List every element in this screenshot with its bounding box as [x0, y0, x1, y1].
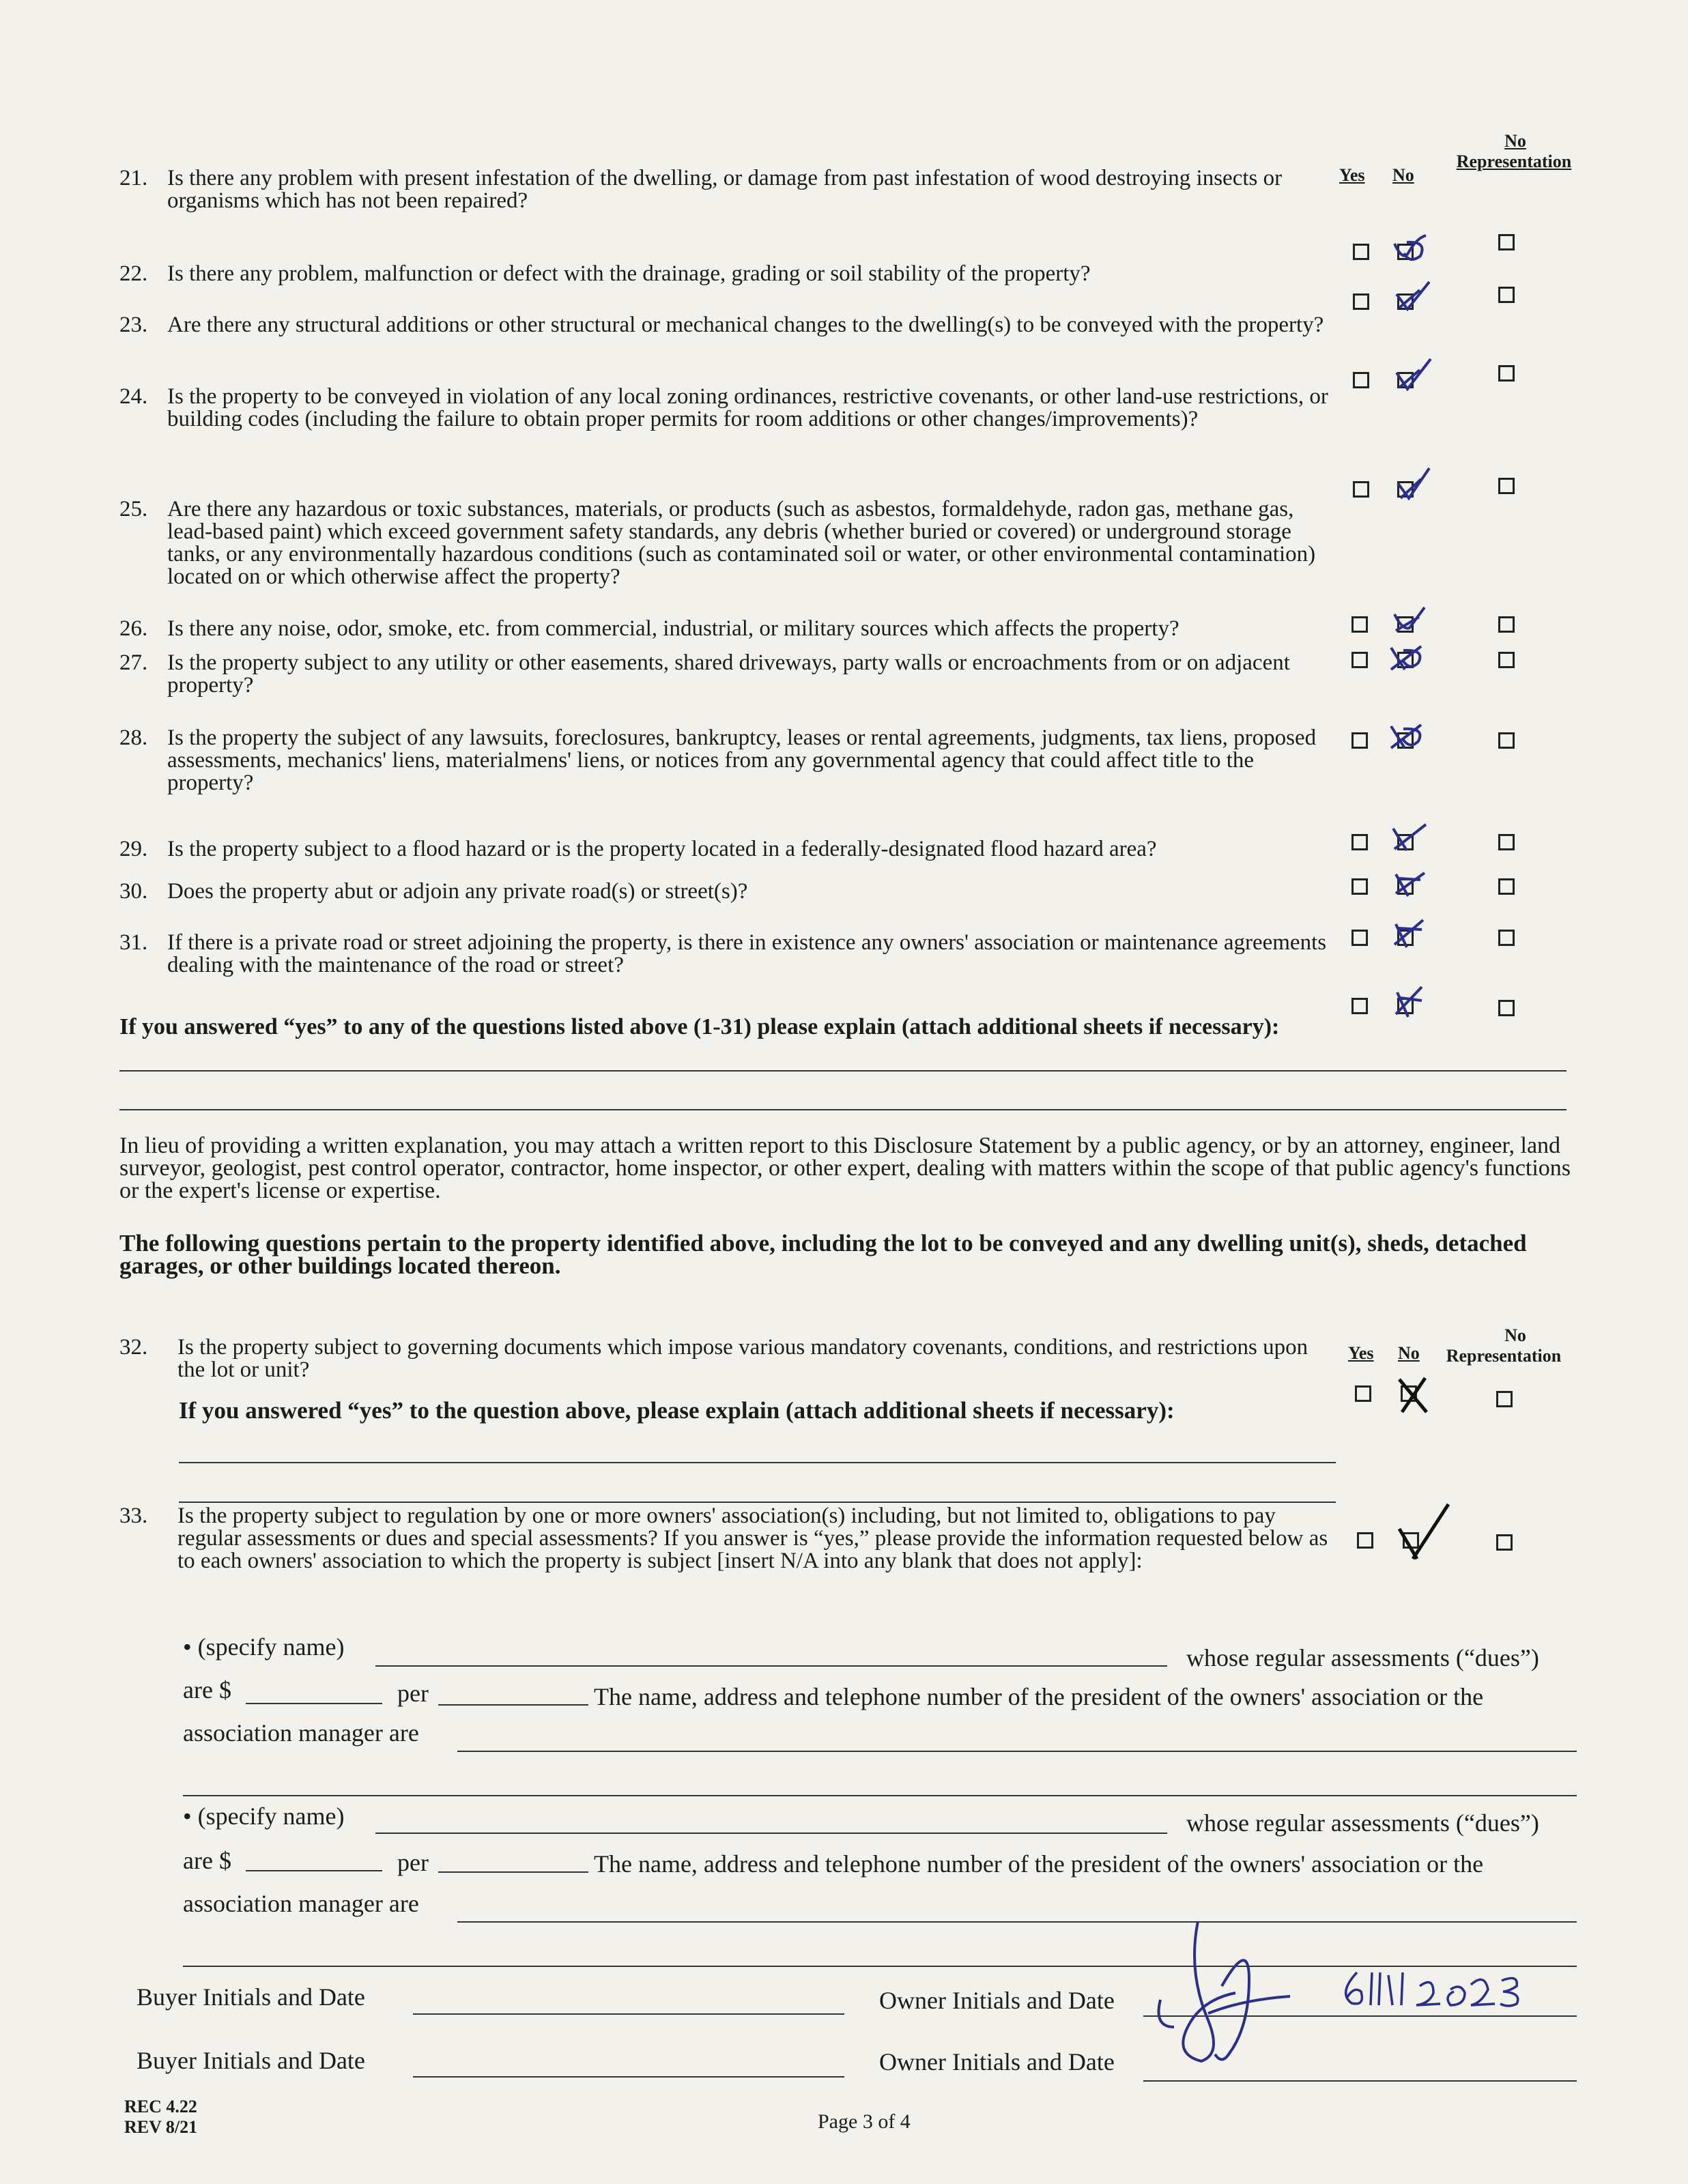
- assoc1-per-label: per: [397, 1680, 429, 1707]
- owner-initials-label-2: Owner Initials and Date: [879, 2048, 1115, 2075]
- question-text: Are there any structural additions or other structural or mechanical changes to the dwelling(s) to be conveyed with the property?: [167, 313, 1324, 337]
- assoc1-manager-label: association manager are: [183, 1719, 419, 1747]
- q24-no-check-mark: [1392, 464, 1433, 505]
- q26-no-check-mark: [1387, 638, 1428, 679]
- question-number: 21.: [119, 166, 148, 190]
- question-number: 26.: [119, 616, 148, 641]
- question-text: Is there any problem with present infestation of the dwelling, or damage from past infestation of wood destroying insects or organisms which has not been repaired?: [167, 166, 1283, 213]
- owner-initials-label-1: Owner Initials and Date: [879, 1987, 1115, 2014]
- q27-no-check-mark: [1387, 717, 1428, 758]
- question-number: 29.: [119, 837, 148, 861]
- q32-explain-line-2[interactable]: [179, 1502, 1336, 1503]
- q33-yes-checkbox[interactable]: [1357, 1532, 1373, 1549]
- owner-signature: [1147, 1918, 1297, 2068]
- question-text: Is there any noise, odor, smoke, etc. from commercial, industrial, or military sources which affects the property?: [167, 616, 1179, 641]
- question-number: 32.: [119, 1335, 148, 1360]
- question-number: 30.: [119, 879, 148, 904]
- question-25: [119, 498, 1334, 618]
- question-31: [119, 932, 1334, 986]
- q25-no-check-mark: [1389, 601, 1430, 642]
- q33-no-rep-checkbox[interactable]: [1496, 1534, 1513, 1551]
- q23-yes-checkbox[interactable]: [1353, 372, 1369, 388]
- q32-yes-checkbox[interactable]: [1355, 1385, 1371, 1402]
- question-32: [119, 1336, 1341, 1391]
- question-number: 22.: [119, 261, 148, 286]
- q27-no-rep-checkbox[interactable]: [1498, 732, 1515, 749]
- q29-yes-checkbox[interactable]: [1351, 878, 1368, 895]
- assoc1-name-address-label: The name, address and telephone number of the president of the owners' association or the: [594, 1683, 1484, 1710]
- explain-1-31-line-2[interactable]: [119, 1109, 1567, 1110]
- q23-no-check-mark: [1392, 355, 1433, 396]
- question-number: 28.: [119, 725, 148, 750]
- owner-initials-field-2[interactable]: [1143, 2080, 1577, 2082]
- q24-no-rep-checkbox[interactable]: [1498, 478, 1515, 494]
- q32-explain-instruction: If you answered “yes” to the question above, please explain (attach additional sheets if necessary):: [179, 1397, 1175, 1424]
- q32-no-representation-header-line1: No: [1504, 1325, 1526, 1345]
- page-number: Page 3 of 4: [818, 2110, 911, 2133]
- q26-no-rep-checkbox[interactable]: [1498, 652, 1515, 668]
- form-code: REC 4.22: [124, 2097, 197, 2116]
- assoc2-per-field[interactable]: [438, 1871, 588, 1873]
- q27-yes-checkbox[interactable]: [1351, 732, 1368, 749]
- q22-no-rep-checkbox[interactable]: [1498, 287, 1515, 303]
- q21-no-check-mark: [1389, 229, 1430, 270]
- assoc2-manager-field[interactable]: [457, 1921, 1577, 1923]
- question-number: 27.: [119, 650, 148, 675]
- q31-no-rep-checkbox[interactable]: [1498, 1000, 1515, 1016]
- question-number: 25.: [119, 497, 148, 521]
- question-number: 23.: [119, 313, 148, 337]
- question-28: [119, 727, 1334, 833]
- question-number: 33.: [119, 1504, 148, 1528]
- question-text: Is there any problem, malfunction or defect with the drainage, grading or soil stability of the property?: [167, 261, 1091, 286]
- q32-no-representation-header-line2: Representation: [1446, 1346, 1562, 1366]
- q29-no-check-mark: [1389, 863, 1430, 904]
- form-revision: REV 8/21: [124, 2117, 198, 2137]
- question-text: Is the property subject to regulation by one or more owners' association(s) including, but not limited to, obligations to pay regular assessments or dues and special assessments? If you answer is “yes,” please provide the information requested below as to each owners' association to which the property is subject [insert N/A into any blank that does not apply]:: [177, 1504, 1328, 1573]
- q30-no-rep-checkbox[interactable]: [1498, 930, 1515, 946]
- q32-yes-header: Yes: [1348, 1343, 1374, 1363]
- assoc2-specify-name-label: • (specify name): [183, 1802, 345, 1830]
- q23-no-rep-checkbox[interactable]: [1498, 365, 1515, 382]
- question-21: [119, 167, 1334, 256]
- explain-1-31-line-1[interactable]: [119, 1070, 1567, 1072]
- q32-no-header: No: [1398, 1343, 1420, 1363]
- q22-yes-checkbox[interactable]: [1353, 293, 1369, 310]
- in-lieu-paragraph: In lieu of providing a written explanation, you may attach a written report to this Disclosure Statement by a public agency, or by an attorney, engineer, land surveyor, geologist, pest control operator, contractor, home inspector, or other expert, dealing with matters within the scope of that public agency's functions or the expert's license or expertise.: [119, 1133, 1571, 1203]
- q28-no-check-mark: [1389, 818, 1430, 859]
- question-33: [119, 1505, 1341, 1614]
- owner-date-handwritten: [1338, 1966, 1536, 2013]
- q32-no-rep-checkbox[interactable]: [1496, 1391, 1513, 1407]
- buyer-initials-field-2[interactable]: [413, 2076, 844, 2078]
- question-23: [119, 314, 1334, 375]
- q25-no-rep-checkbox[interactable]: [1498, 616, 1515, 633]
- q33-no-x-mark: [1392, 1502, 1454, 1563]
- question-number: 31.: [119, 930, 148, 955]
- assoc1-name-field[interactable]: [375, 1665, 1167, 1667]
- question-text: Is the property subject to a flood hazard or is the property located in a federally-designated flood hazard area?: [167, 837, 1157, 861]
- question-text: Is the property to be conveyed in violation of any local zoning ordinances, restrictive covenants, or other land-use restrictions, or building codes (including the failure to obtain proper permits for room additions or other changes/improvements)?: [167, 384, 1328, 431]
- assoc1-manager-field[interactable]: [457, 1751, 1577, 1752]
- assoc2-manager-label: association manager are: [183, 1890, 419, 1917]
- q31-yes-checkbox[interactable]: [1351, 998, 1368, 1014]
- following-questions-paragraph: The following questions pertain to the property identified above, including the lot to be conveyed and any dwelling unit(s), sheds, detached garages, or other buildings located thereon.: [119, 1230, 1527, 1279]
- no-header: No: [1392, 165, 1414, 185]
- question-29: [119, 838, 1334, 865]
- assoc2-name-field[interactable]: [375, 1833, 1167, 1834]
- no-representation-header-line2: Representation: [1456, 152, 1572, 171]
- question-26: [119, 618, 1334, 645]
- assoc1-are-label: are $: [183, 1676, 231, 1704]
- question-22: [119, 263, 1334, 304]
- question-text: Does the property abut or adjoin any private road(s) or street(s)?: [167, 879, 748, 904]
- q28-yes-checkbox[interactable]: [1351, 834, 1368, 850]
- q24-yes-checkbox[interactable]: [1353, 481, 1369, 498]
- assoc2-are-label: are $: [183, 1847, 231, 1874]
- question-text: Are there any hazardous or toxic substances, materials, or products (such as asbestos, formaldehyde, radon gas, methane gas, lead-based paint) which exceed government safety standards, any debris (whether buried or covered) or underground storage tanks, or any environmentally hazardous conditions (such as contaminated soil or water, or other environmental contamination) located on or which otherwise affect the property?: [167, 497, 1316, 589]
- q25-yes-checkbox[interactable]: [1351, 616, 1368, 633]
- q32-explain-line-1[interactable]: [179, 1462, 1336, 1463]
- q32-no-x-mark: [1392, 1375, 1433, 1416]
- yes-header: Yes: [1339, 165, 1365, 185]
- no-representation-header-line1: No: [1504, 131, 1526, 151]
- question-text: Is the property the subject of any lawsuits, foreclosures, bankruptcy, leases or rental agreements, judgments, tax liens, proposed assessments, mechanics' liens, materialmens' liens, or notices from any governmental agency that could affect title to the property?: [167, 725, 1317, 795]
- question-number: 24.: [119, 384, 148, 409]
- assoc2-amount-field[interactable]: [246, 1870, 382, 1871]
- q28-no-rep-checkbox[interactable]: [1498, 834, 1515, 850]
- q26-yes-checkbox[interactable]: [1351, 652, 1368, 668]
- question-27: [119, 652, 1334, 720]
- buyer-initials-label-1: Buyer Initials and Date: [137, 1983, 365, 2011]
- assoc1-whose-label: whose regular assessments (“dues”): [1186, 1644, 1539, 1671]
- explain-1-31-instruction: If you answered “yes” to any of the questions listed above (1-31) please explain (attach additional sheets if necessary):: [119, 1014, 1280, 1039]
- q30-no-check-mark: [1389, 915, 1430, 956]
- q21-no-rep-checkbox[interactable]: [1498, 234, 1515, 250]
- buyer-initials-field-1[interactable]: [413, 2013, 844, 2015]
- question-text: Is the property subject to governing documents which impose various mandatory covenants, conditions, and restrictions upon the lot or unit?: [177, 1335, 1308, 1382]
- question-30: [119, 880, 1334, 908]
- assoc1-per-field[interactable]: [438, 1704, 588, 1706]
- question-24: [119, 386, 1334, 488]
- assoc2-per-label: per: [397, 1849, 429, 1876]
- assoc1-specify-name-label: • (specify name): [183, 1633, 345, 1661]
- assoc2-name-address-label: The name, address and telephone number of the president of the owners' association or the: [594, 1850, 1484, 1878]
- buyer-initials-label-2: Buyer Initials and Date: [137, 2047, 365, 2074]
- q22-no-check-mark: [1392, 276, 1433, 317]
- q21-yes-checkbox[interactable]: [1353, 244, 1369, 260]
- question-text: If there is a private road or street adjoining the property, is there in existence any owners' association or maintenance agreements dealing with the maintenance of the road or street?: [167, 930, 1327, 977]
- q29-no-rep-checkbox[interactable]: [1498, 878, 1515, 895]
- q30-yes-checkbox[interactable]: [1351, 930, 1368, 946]
- question-text: Is the property subject to any utility or other easements, shared driveways, party walls or encroachments from or on adjacent property?: [167, 650, 1290, 698]
- assoc1-manager-field-2[interactable]: [183, 1795, 1577, 1796]
- assoc1-amount-field[interactable]: [246, 1703, 382, 1704]
- assoc2-whose-label: whose regular assessments (“dues”): [1186, 1809, 1539, 1837]
